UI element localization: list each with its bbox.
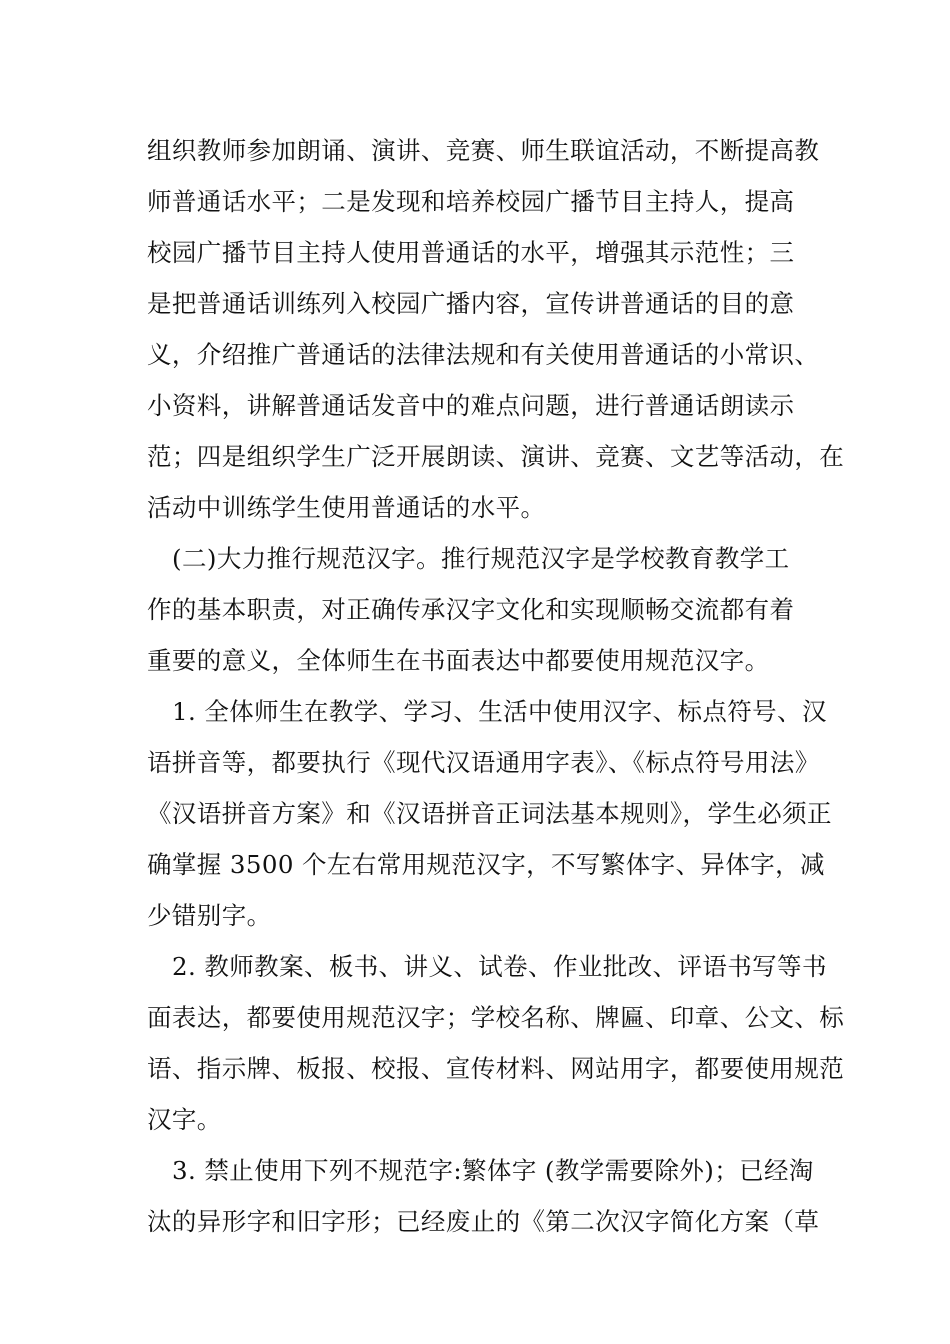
text-line: 重要的意义，全体师生在书面表达中都要使用规范汉字。 bbox=[147, 646, 770, 675]
text-line: 面表达，都要使用规范汉字；学校名称、牌匾、印章、公文、标 bbox=[147, 1003, 845, 1032]
paragraph-heading: (二)大力推行规范汉字。推行规范汉字是学校教育教学工 bbox=[172, 544, 790, 573]
text-line: 义，介绍推广普通话的法律法规和有关使用普通话的小常识、 bbox=[147, 340, 820, 369]
text-line: 小资料，讲解普通话发音中的难点问题，进行普通话朗读示 bbox=[147, 391, 795, 420]
text-line: 语拼音等，都要执行《现代汉语通用字表》、《标点符号用法》 bbox=[147, 748, 820, 777]
text-line: 语、指示牌、板报、校报、宣传材料、网站用字，都要使用规范 bbox=[147, 1054, 845, 1083]
text-line: 是把普通话训练列入校园广播内容，宣传讲普通话的目的意 bbox=[147, 289, 795, 318]
text-line: 汰的异形字和旧字形；已经废止的《第二次汉字简化方案（草 bbox=[147, 1207, 820, 1236]
text-line: 《汉语拼音方案》和《汉语拼音正词法基本规则》，学生必须正 bbox=[147, 799, 832, 828]
text-line: 确掌握 3500 个左右常用规范汉字，不写繁体字、异体字，减 bbox=[147, 850, 825, 879]
text-line: 师普通话水平；二是发现和培养校园广播节目主持人，提高 bbox=[147, 187, 795, 216]
list-item-1-start: 1. 全体师生在教学、学习、生活中使用汉字、标点符号、汉 bbox=[172, 697, 827, 726]
text-line: 汉字。 bbox=[147, 1105, 222, 1134]
list-item-2-start: 2. 教师教案、板书、讲义、试卷、作业批改、评语书写等书 bbox=[172, 952, 827, 981]
text-line: 活动中训练学生使用普通话的水平。 bbox=[147, 493, 546, 522]
text-line: 作的基本职责，对正确传承汉字文化和实现顺畅交流都有着 bbox=[147, 595, 795, 624]
text-line: 范；四是组织学生广泛开展朗读、演讲、竞赛、文艺等活动，在 bbox=[147, 442, 845, 471]
list-item-3-start: 3. 禁止使用下列不规范字:繁体字 (教学需要除外)；已经淘 bbox=[172, 1156, 814, 1185]
text-line: 组织教师参加朗诵、演讲、竞赛、师生联谊活动，不断提高教 bbox=[147, 136, 820, 165]
text-line: 校园广播节目主持人使用普通话的水平，增强其示范性；三 bbox=[147, 238, 795, 267]
text-line: 少错别字。 bbox=[147, 901, 272, 930]
